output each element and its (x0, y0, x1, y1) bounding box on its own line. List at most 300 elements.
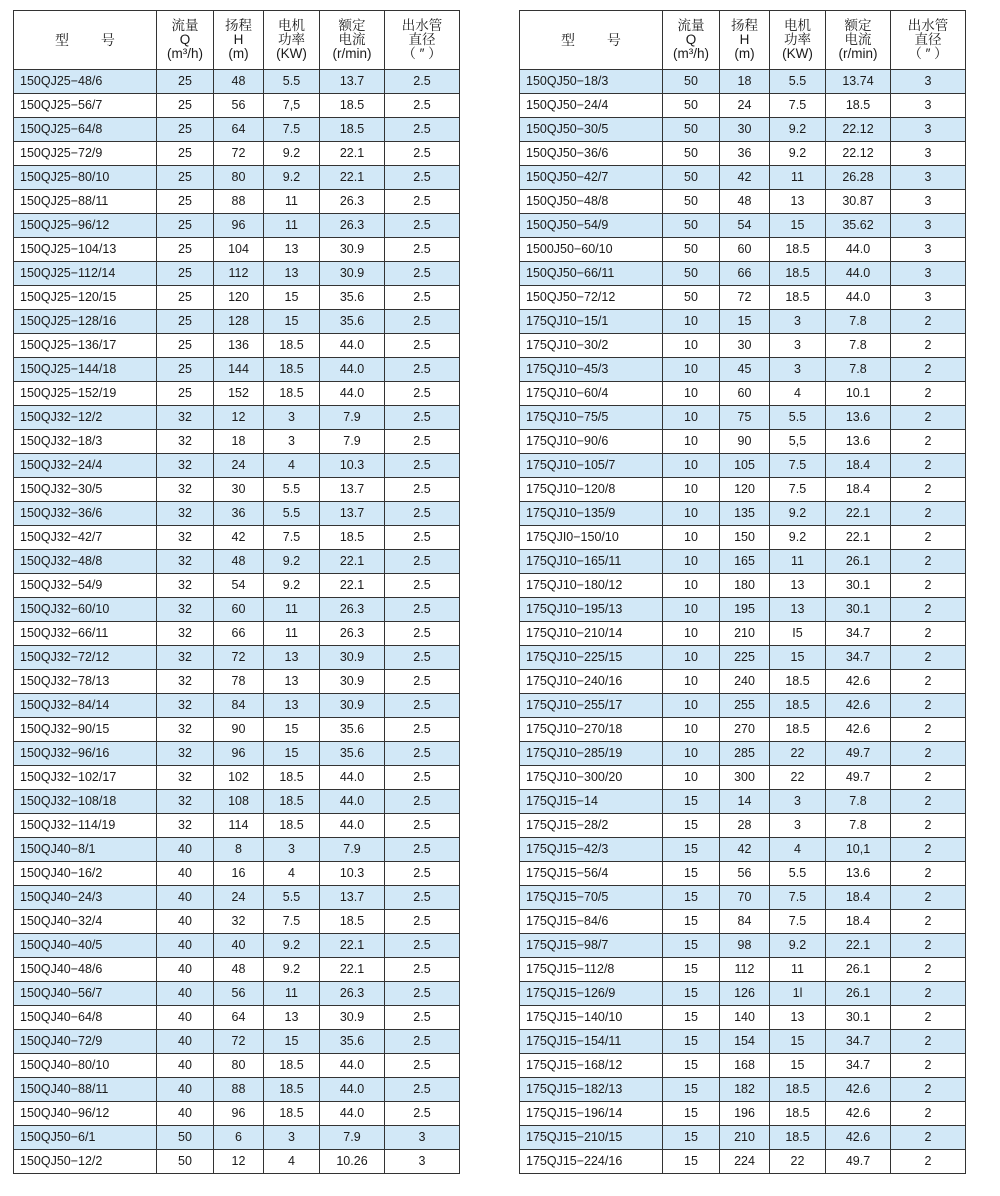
head-cell: 66 (720, 262, 770, 286)
model-cell: 150QJ25−144/18 (14, 358, 157, 382)
power-cell: 13 (264, 1006, 320, 1030)
outlet-cell: 2 (891, 694, 966, 718)
head-cell: 80 (214, 1054, 264, 1078)
table-row (14, 454, 460, 478)
power-cell: 18.5 (264, 1102, 320, 1126)
head-cell: 24 (214, 454, 264, 478)
head-cell: 88 (214, 190, 264, 214)
table-row (520, 1030, 966, 1054)
power-cell: I5 (770, 622, 826, 646)
power-cell: 18.5 (770, 1126, 826, 1150)
head-cell: 165 (720, 550, 770, 574)
outlet-cell: 3 (891, 214, 966, 238)
model-cell: 150QJ50−42/7 (520, 166, 663, 190)
power-cell: 11 (770, 958, 826, 982)
table-row (14, 334, 460, 358)
table-row (14, 718, 460, 742)
model-cell: 150QJ25−136/17 (14, 334, 157, 358)
current-cell: 22.12 (826, 118, 891, 142)
model-cell: 175QJ10−195/13 (520, 598, 663, 622)
outlet-cell: 2.5 (385, 622, 460, 646)
outlet-cell: 2.5 (385, 238, 460, 262)
current-cell: 22.1 (320, 934, 385, 958)
current-cell: 26.3 (320, 598, 385, 622)
table-row (14, 142, 460, 166)
head-cell: 112 (214, 262, 264, 286)
head-cell: 112 (720, 958, 770, 982)
model-cell: 150QJ40−80/10 (14, 1054, 157, 1078)
outlet-cell: 2 (891, 790, 966, 814)
current-cell: 10.3 (320, 862, 385, 886)
head-cell: 30 (214, 478, 264, 502)
power-cell: 3 (264, 1126, 320, 1150)
head-cell: 66 (214, 622, 264, 646)
table-row (14, 1102, 460, 1126)
table-header-row (520, 11, 966, 70)
head-cell: 96 (214, 742, 264, 766)
flow-cell: 40 (157, 982, 214, 1006)
model-cell: 150QJ40−56/7 (14, 982, 157, 1006)
current-cell: 18.5 (320, 910, 385, 934)
table-row (14, 1006, 460, 1030)
outlet-cell: 2 (891, 598, 966, 622)
model-cell: 150QJ40−72/9 (14, 1030, 157, 1054)
head-cell: 84 (214, 694, 264, 718)
table-row (14, 430, 460, 454)
head-cell: 60 (720, 238, 770, 262)
current-cell: 26.3 (320, 982, 385, 1006)
table-row (520, 334, 966, 358)
outlet-cell: 2.5 (385, 358, 460, 382)
flow-cell: 32 (157, 718, 214, 742)
flow-cell: 40 (157, 958, 214, 982)
power-cell: 3 (770, 334, 826, 358)
current-cell: 13.6 (826, 430, 891, 454)
power-cell: 15 (770, 214, 826, 238)
power-cell: 18.5 (770, 262, 826, 286)
power-cell: 9.2 (264, 934, 320, 958)
power-cell: 7.5 (770, 454, 826, 478)
model-cell: 175QJ15−14 (520, 790, 663, 814)
table-row (520, 118, 966, 142)
table-row (520, 214, 966, 238)
table-row (14, 478, 460, 502)
table-row (14, 694, 460, 718)
flow-cell: 10 (663, 694, 720, 718)
model-cell: 175QJ10−30/2 (520, 334, 663, 358)
flow-cell: 40 (157, 1054, 214, 1078)
table-row (520, 694, 966, 718)
table-row (14, 1126, 460, 1150)
current-cell: 18.4 (826, 886, 891, 910)
table-row (520, 430, 966, 454)
current-cell: 35.6 (320, 718, 385, 742)
flow-cell: 40 (157, 934, 214, 958)
head-cell: 56 (214, 982, 264, 1006)
outlet-cell: 2 (891, 838, 966, 862)
table-row (520, 1126, 966, 1150)
power-cell: 3 (264, 430, 320, 454)
model-cell: 150QJ50−24/4 (520, 94, 663, 118)
table-row (14, 790, 460, 814)
outlet-cell: 2 (891, 622, 966, 646)
flow-cell: 50 (663, 118, 720, 142)
table-row (520, 862, 966, 886)
model-cell: 175QJ15−196/14 (520, 1102, 663, 1126)
current-cell: 44.0 (320, 766, 385, 790)
outlet-cell: 3 (891, 166, 966, 190)
power-cell: 5.5 (770, 862, 826, 886)
power-cell: 15 (264, 286, 320, 310)
model-cell: 175QJ10−225/15 (520, 646, 663, 670)
flow-cell: 25 (157, 334, 214, 358)
head-cell: 15 (720, 310, 770, 334)
flow-cell: 32 (157, 766, 214, 790)
table-row (14, 526, 460, 550)
current-cell: 22.1 (320, 550, 385, 574)
power-cell: 1l (770, 982, 826, 1006)
head-cell: 6 (214, 1126, 264, 1150)
outlet-cell: 2.5 (385, 550, 460, 574)
table-row (14, 838, 460, 862)
power-cell: 9.2 (770, 118, 826, 142)
table-row (14, 238, 460, 262)
current-cell: 30.9 (320, 670, 385, 694)
outlet-cell: 3 (891, 190, 966, 214)
head-cell: 78 (214, 670, 264, 694)
flow-cell: 10 (663, 742, 720, 766)
flow-cell: 50 (663, 142, 720, 166)
outlet-cell: 2 (891, 1126, 966, 1150)
model-cell: 150QJ32−48/8 (14, 550, 157, 574)
table-row (14, 286, 460, 310)
table-row (14, 910, 460, 934)
flow-cell: 10 (663, 358, 720, 382)
current-cell: 7.8 (826, 358, 891, 382)
model-cell: 150QJ32−42/7 (14, 526, 157, 550)
table-row (520, 238, 966, 262)
model-cell: 175QJ15−28/2 (520, 814, 663, 838)
power-cell: 18.5 (770, 1102, 826, 1126)
table-row (520, 718, 966, 742)
table-row (14, 190, 460, 214)
flow-cell: 50 (157, 1150, 214, 1174)
model-cell: 150QJ25−152/19 (14, 382, 157, 406)
current-cell: 18.4 (826, 454, 891, 478)
header-outlet: 出水管 直径 （ ″ ） (891, 11, 966, 70)
head-cell: 98 (720, 934, 770, 958)
outlet-cell: 2.5 (385, 214, 460, 238)
head-cell: 72 (214, 142, 264, 166)
power-cell: 4 (264, 1150, 320, 1174)
flow-cell: 10 (663, 454, 720, 478)
outlet-cell: 2 (891, 574, 966, 598)
table-row (520, 478, 966, 502)
current-cell: 35.6 (320, 1030, 385, 1054)
model-cell: 150QJ50−12/2 (14, 1150, 157, 1174)
model-cell: 1500J50−60/10 (520, 238, 663, 262)
head-cell: 90 (720, 430, 770, 454)
power-cell: 18.5 (770, 718, 826, 742)
model-cell: 175QJ15−56/4 (520, 862, 663, 886)
power-cell: 18.5 (770, 694, 826, 718)
power-cell: 18.5 (264, 1054, 320, 1078)
head-cell: 18 (214, 430, 264, 454)
outlet-cell: 3 (891, 262, 966, 286)
head-cell: 120 (720, 478, 770, 502)
outlet-cell: 3 (385, 1150, 460, 1174)
model-cell: 175QJ10−255/17 (520, 694, 663, 718)
outlet-cell: 2 (891, 766, 966, 790)
head-cell: 54 (720, 214, 770, 238)
flow-cell: 15 (663, 1030, 720, 1054)
head-cell: 24 (214, 886, 264, 910)
current-cell: 30.87 (826, 190, 891, 214)
model-cell: 175QJ15−84/6 (520, 910, 663, 934)
head-cell: 90 (214, 718, 264, 742)
current-cell: 30.9 (320, 238, 385, 262)
flow-cell: 10 (663, 550, 720, 574)
outlet-cell: 2.5 (385, 598, 460, 622)
table-row (520, 598, 966, 622)
flow-cell: 32 (157, 550, 214, 574)
power-cell: 9.2 (770, 142, 826, 166)
flow-cell: 25 (157, 190, 214, 214)
current-cell: 44.0 (320, 1078, 385, 1102)
model-cell: 150QJ32−108/18 (14, 790, 157, 814)
table-row (520, 142, 966, 166)
model-cell: 150QJ50−6/1 (14, 1126, 157, 1150)
current-cell: 34.7 (826, 646, 891, 670)
flow-cell: 15 (663, 838, 720, 862)
head-cell: 64 (214, 1006, 264, 1030)
power-cell: 15 (264, 718, 320, 742)
table-row (14, 598, 460, 622)
head-cell: 36 (720, 142, 770, 166)
power-cell: 9.2 (264, 550, 320, 574)
power-cell: 15 (264, 1030, 320, 1054)
table-row (14, 382, 460, 406)
model-cell: 150QJ50−72/12 (520, 286, 663, 310)
model-cell: 175QJ15−168/12 (520, 1054, 663, 1078)
flow-cell: 40 (157, 1030, 214, 1054)
current-cell: 26.1 (826, 982, 891, 1006)
power-cell: 3 (770, 310, 826, 334)
head-cell: 152 (214, 382, 264, 406)
power-cell: 7.5 (264, 526, 320, 550)
power-cell: 18.5 (770, 1078, 826, 1102)
head-cell: 180 (720, 574, 770, 598)
head-cell: 48 (214, 70, 264, 94)
model-cell: 150QJ32−24/4 (14, 454, 157, 478)
flow-cell: 15 (663, 1102, 720, 1126)
model-cell: 150QJ32−30/5 (14, 478, 157, 502)
model-cell: 175QJ15−126/9 (520, 982, 663, 1006)
head-cell: 16 (214, 862, 264, 886)
model-cell: 150QJ40−40/5 (14, 934, 157, 958)
outlet-cell: 2.5 (385, 286, 460, 310)
current-cell: 44.0 (320, 334, 385, 358)
current-cell: 22.1 (826, 502, 891, 526)
model-cell: 175QJ15−154/11 (520, 1030, 663, 1054)
head-cell: 45 (720, 358, 770, 382)
flow-cell: 32 (157, 478, 214, 502)
outlet-cell: 2 (891, 478, 966, 502)
current-cell: 42.6 (826, 694, 891, 718)
power-cell: 11 (264, 190, 320, 214)
current-cell: 34.7 (826, 1030, 891, 1054)
current-cell: 42.6 (826, 1078, 891, 1102)
outlet-cell: 2 (891, 886, 966, 910)
table-row (520, 1006, 966, 1030)
outlet-cell: 2 (891, 1078, 966, 1102)
current-cell: 44.0 (320, 382, 385, 406)
model-cell: 150QJ40−48/6 (14, 958, 157, 982)
current-cell: 22.1 (320, 142, 385, 166)
power-cell: 9.2 (264, 142, 320, 166)
flow-cell: 32 (157, 406, 214, 430)
flow-cell: 32 (157, 526, 214, 550)
current-cell: 7.8 (826, 790, 891, 814)
table-row (520, 406, 966, 430)
power-cell: 18.5 (264, 1078, 320, 1102)
power-cell: 13 (264, 238, 320, 262)
model-cell: 150QJ50−48/8 (520, 190, 663, 214)
current-cell: 13.74 (826, 70, 891, 94)
table-row (14, 982, 460, 1006)
power-cell: 7.5 (770, 910, 826, 934)
flow-cell: 25 (157, 382, 214, 406)
model-cell: 175QJ15−112/8 (520, 958, 663, 982)
head-cell: 70 (720, 886, 770, 910)
head-cell: 195 (720, 598, 770, 622)
outlet-cell: 2 (891, 958, 966, 982)
outlet-cell: 2.5 (385, 1102, 460, 1126)
head-cell: 96 (214, 1102, 264, 1126)
current-cell: 13.7 (320, 478, 385, 502)
model-cell: 175QJ10−105/7 (520, 454, 663, 478)
outlet-cell: 2.5 (385, 742, 460, 766)
table-row (520, 934, 966, 958)
header-head: 扬程 H (m) (214, 11, 264, 70)
power-cell: 5.5 (770, 406, 826, 430)
flow-cell: 15 (663, 910, 720, 934)
table-row (520, 574, 966, 598)
model-cell: 150QJ32−114/19 (14, 814, 157, 838)
head-cell: 60 (214, 598, 264, 622)
flow-cell: 25 (157, 142, 214, 166)
head-cell: 126 (720, 982, 770, 1006)
flow-cell: 15 (663, 886, 720, 910)
flow-cell: 25 (157, 238, 214, 262)
outlet-cell: 2.5 (385, 118, 460, 142)
current-cell: 22.12 (826, 142, 891, 166)
current-cell: 13.7 (320, 70, 385, 94)
flow-cell: 32 (157, 622, 214, 646)
outlet-cell: 2 (891, 1102, 966, 1126)
model-cell: 150QJ32−72/12 (14, 646, 157, 670)
head-cell: 14 (720, 790, 770, 814)
flow-cell: 10 (663, 574, 720, 598)
current-cell: 13.7 (320, 886, 385, 910)
outlet-cell: 2.5 (385, 1054, 460, 1078)
power-cell: 18.5 (264, 814, 320, 838)
table-row (14, 1150, 460, 1174)
table-header-row (14, 11, 460, 70)
model-cell: 175QJ15−42/3 (520, 838, 663, 862)
flow-cell: 50 (663, 94, 720, 118)
head-cell: 154 (720, 1030, 770, 1054)
head-cell: 168 (720, 1054, 770, 1078)
head-cell: 54 (214, 574, 264, 598)
outlet-cell: 2 (891, 742, 966, 766)
power-cell: 9.2 (770, 502, 826, 526)
flow-cell: 25 (157, 214, 214, 238)
flow-cell: 10 (663, 598, 720, 622)
table-row (14, 574, 460, 598)
flow-cell: 32 (157, 670, 214, 694)
table-row (520, 166, 966, 190)
table-row (520, 1150, 966, 1174)
flow-cell: 40 (157, 1078, 214, 1102)
current-cell: 44.0 (320, 814, 385, 838)
outlet-cell: 2.5 (385, 526, 460, 550)
table-row (520, 454, 966, 478)
model-cell: 150QJ25−56/7 (14, 94, 157, 118)
flow-cell: 32 (157, 790, 214, 814)
model-cell: 150QJ32−102/17 (14, 766, 157, 790)
outlet-cell: 2.5 (385, 646, 460, 670)
model-cell: 150QJ50−66/11 (520, 262, 663, 286)
power-cell: 3 (264, 838, 320, 862)
model-cell: 150QJ25−80/10 (14, 166, 157, 190)
flow-cell: 15 (663, 814, 720, 838)
table-row (14, 742, 460, 766)
outlet-cell: 2.5 (385, 382, 460, 406)
head-cell: 240 (720, 670, 770, 694)
model-cell: 150QJ40−32/4 (14, 910, 157, 934)
power-cell: 4 (264, 454, 320, 478)
table-row (14, 958, 460, 982)
model-cell: 175QJ10−300/20 (520, 766, 663, 790)
model-cell: 150QJ50−18/3 (520, 70, 663, 94)
table-row (14, 406, 460, 430)
table-row (520, 958, 966, 982)
flow-cell: 10 (663, 526, 720, 550)
power-cell: 18.5 (770, 670, 826, 694)
flow-cell: 40 (157, 910, 214, 934)
flow-cell: 32 (157, 454, 214, 478)
table-row (14, 622, 460, 646)
outlet-cell: 2 (891, 646, 966, 670)
power-cell: 9.2 (264, 166, 320, 190)
outlet-cell: 2.5 (385, 1006, 460, 1030)
current-cell: 18.4 (826, 910, 891, 934)
current-cell: 44.0 (320, 1102, 385, 1126)
power-cell: 9.2 (770, 526, 826, 550)
flow-cell: 15 (663, 790, 720, 814)
current-cell: 10.3 (320, 454, 385, 478)
flow-cell: 40 (157, 862, 214, 886)
flow-cell: 32 (157, 574, 214, 598)
table-row (14, 1030, 460, 1054)
table-row (520, 766, 966, 790)
head-cell: 135 (720, 502, 770, 526)
current-cell: 26.3 (320, 214, 385, 238)
table-row (14, 214, 460, 238)
current-cell: 26.3 (320, 622, 385, 646)
head-cell: 18 (720, 70, 770, 94)
